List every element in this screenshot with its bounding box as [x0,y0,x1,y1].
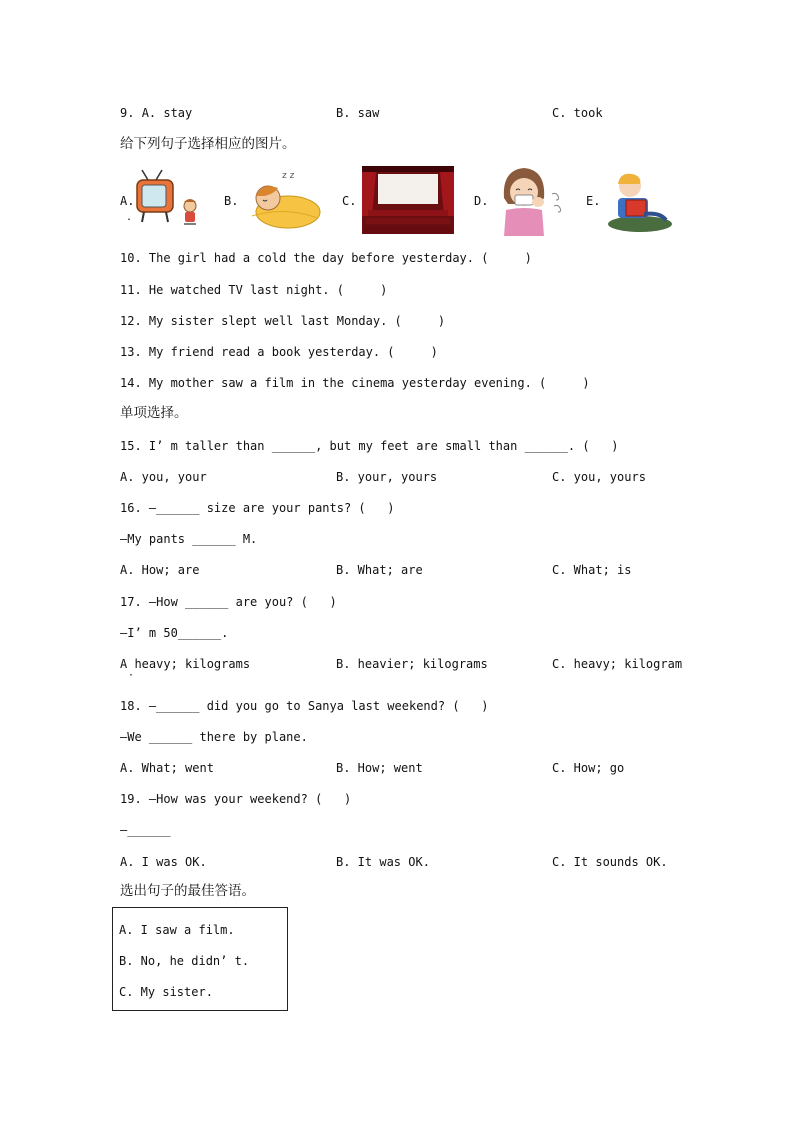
q17-option-a: A heavy; kilograms [120,657,251,671]
q19-option-a: A. I was OK. [120,855,207,869]
q15-option-c: C. you, yours [552,470,646,484]
q17-option-b: B. heavier; kilograms [336,657,488,671]
match-item-12: 12. My sister slept well last Monday. ( ) [120,314,446,328]
q15-option-a: A. you, your [120,470,207,484]
section-title-best: 选出句子的最佳答语。 [120,883,255,899]
q16-option-b: B. What; are [336,563,423,577]
q16-reply: —My pants ______ M. [120,532,258,546]
q18-stem: 18. —______ did you go to Sanya last weekend? ( ) [120,699,489,713]
q18-option-a: A. What; went [120,761,214,775]
q18-reply: —We ______ there by plane. [120,730,308,744]
svg-text:z z: z z [282,171,295,181]
q19-option-c: C. It sounds OK. [552,855,668,869]
q17-option-c: C. heavy; kilogram [552,657,683,671]
match-item-11: 11. He watched TV last night. ( ) [120,283,388,297]
picture-label-a: A. [120,194,135,208]
section-title-match: 给下列句子选择相应的图片。 [120,136,296,152]
section-title-choice: 单项选择。 [120,405,188,421]
q9-option-c: C. took [552,106,603,120]
answer-box-item-a: A. I saw a film. [119,923,235,937]
picture-label-c: C. [342,194,357,208]
q15-stem: 15. I’ m taller than ______, but my feet are small than ______. ( ) [120,439,619,453]
boy-reading-icon [604,170,674,232]
picture-label-d: D. [474,194,489,208]
q16-option-c: C. What; is [552,563,632,577]
sleeping-girl-icon [244,166,322,230]
q16-stem: 16. —______ size are your pants? ( ) [120,501,395,515]
q9-option-a: 9. A. stay [120,106,193,120]
cinema-icon [362,166,454,234]
picture-label-e: E. [586,194,601,208]
match-item-14: 14. My mother saw a film in the cinema yesterday evening. ( ) [120,376,590,390]
q17-stem: 17. —How ______ are you? ( ) [120,595,337,609]
q16-option-a: A. How; are [120,563,200,577]
q15-option-b: B. your, yours [336,470,438,484]
answer-box-item-c: C. My sister. [119,985,213,999]
answer-box [112,907,288,1011]
q17-reply: —I’ m 50______. [120,626,229,640]
tv-watching-icon [134,168,204,230]
match-item-10: 10. The girl had a cold the day before yesterday. ( ) [120,251,532,265]
q19-option-b: B. It was OK. [336,855,430,869]
answer-box-item-b: B. No, he didn’ t. [119,954,250,968]
q19-stem: 19. —How was your weekend? ( ) [120,792,352,806]
picture-label-b: B. [224,194,239,208]
match-item-13: 13. My friend read a book yesterday. ( ) [120,345,438,359]
girl-with-cold-icon [494,164,566,236]
q18-option-b: B. How; went [336,761,423,775]
q18-option-c: C. How; go [552,761,625,775]
q19-reply: —______ [120,823,171,837]
q9-option-b: B. saw [336,106,380,120]
